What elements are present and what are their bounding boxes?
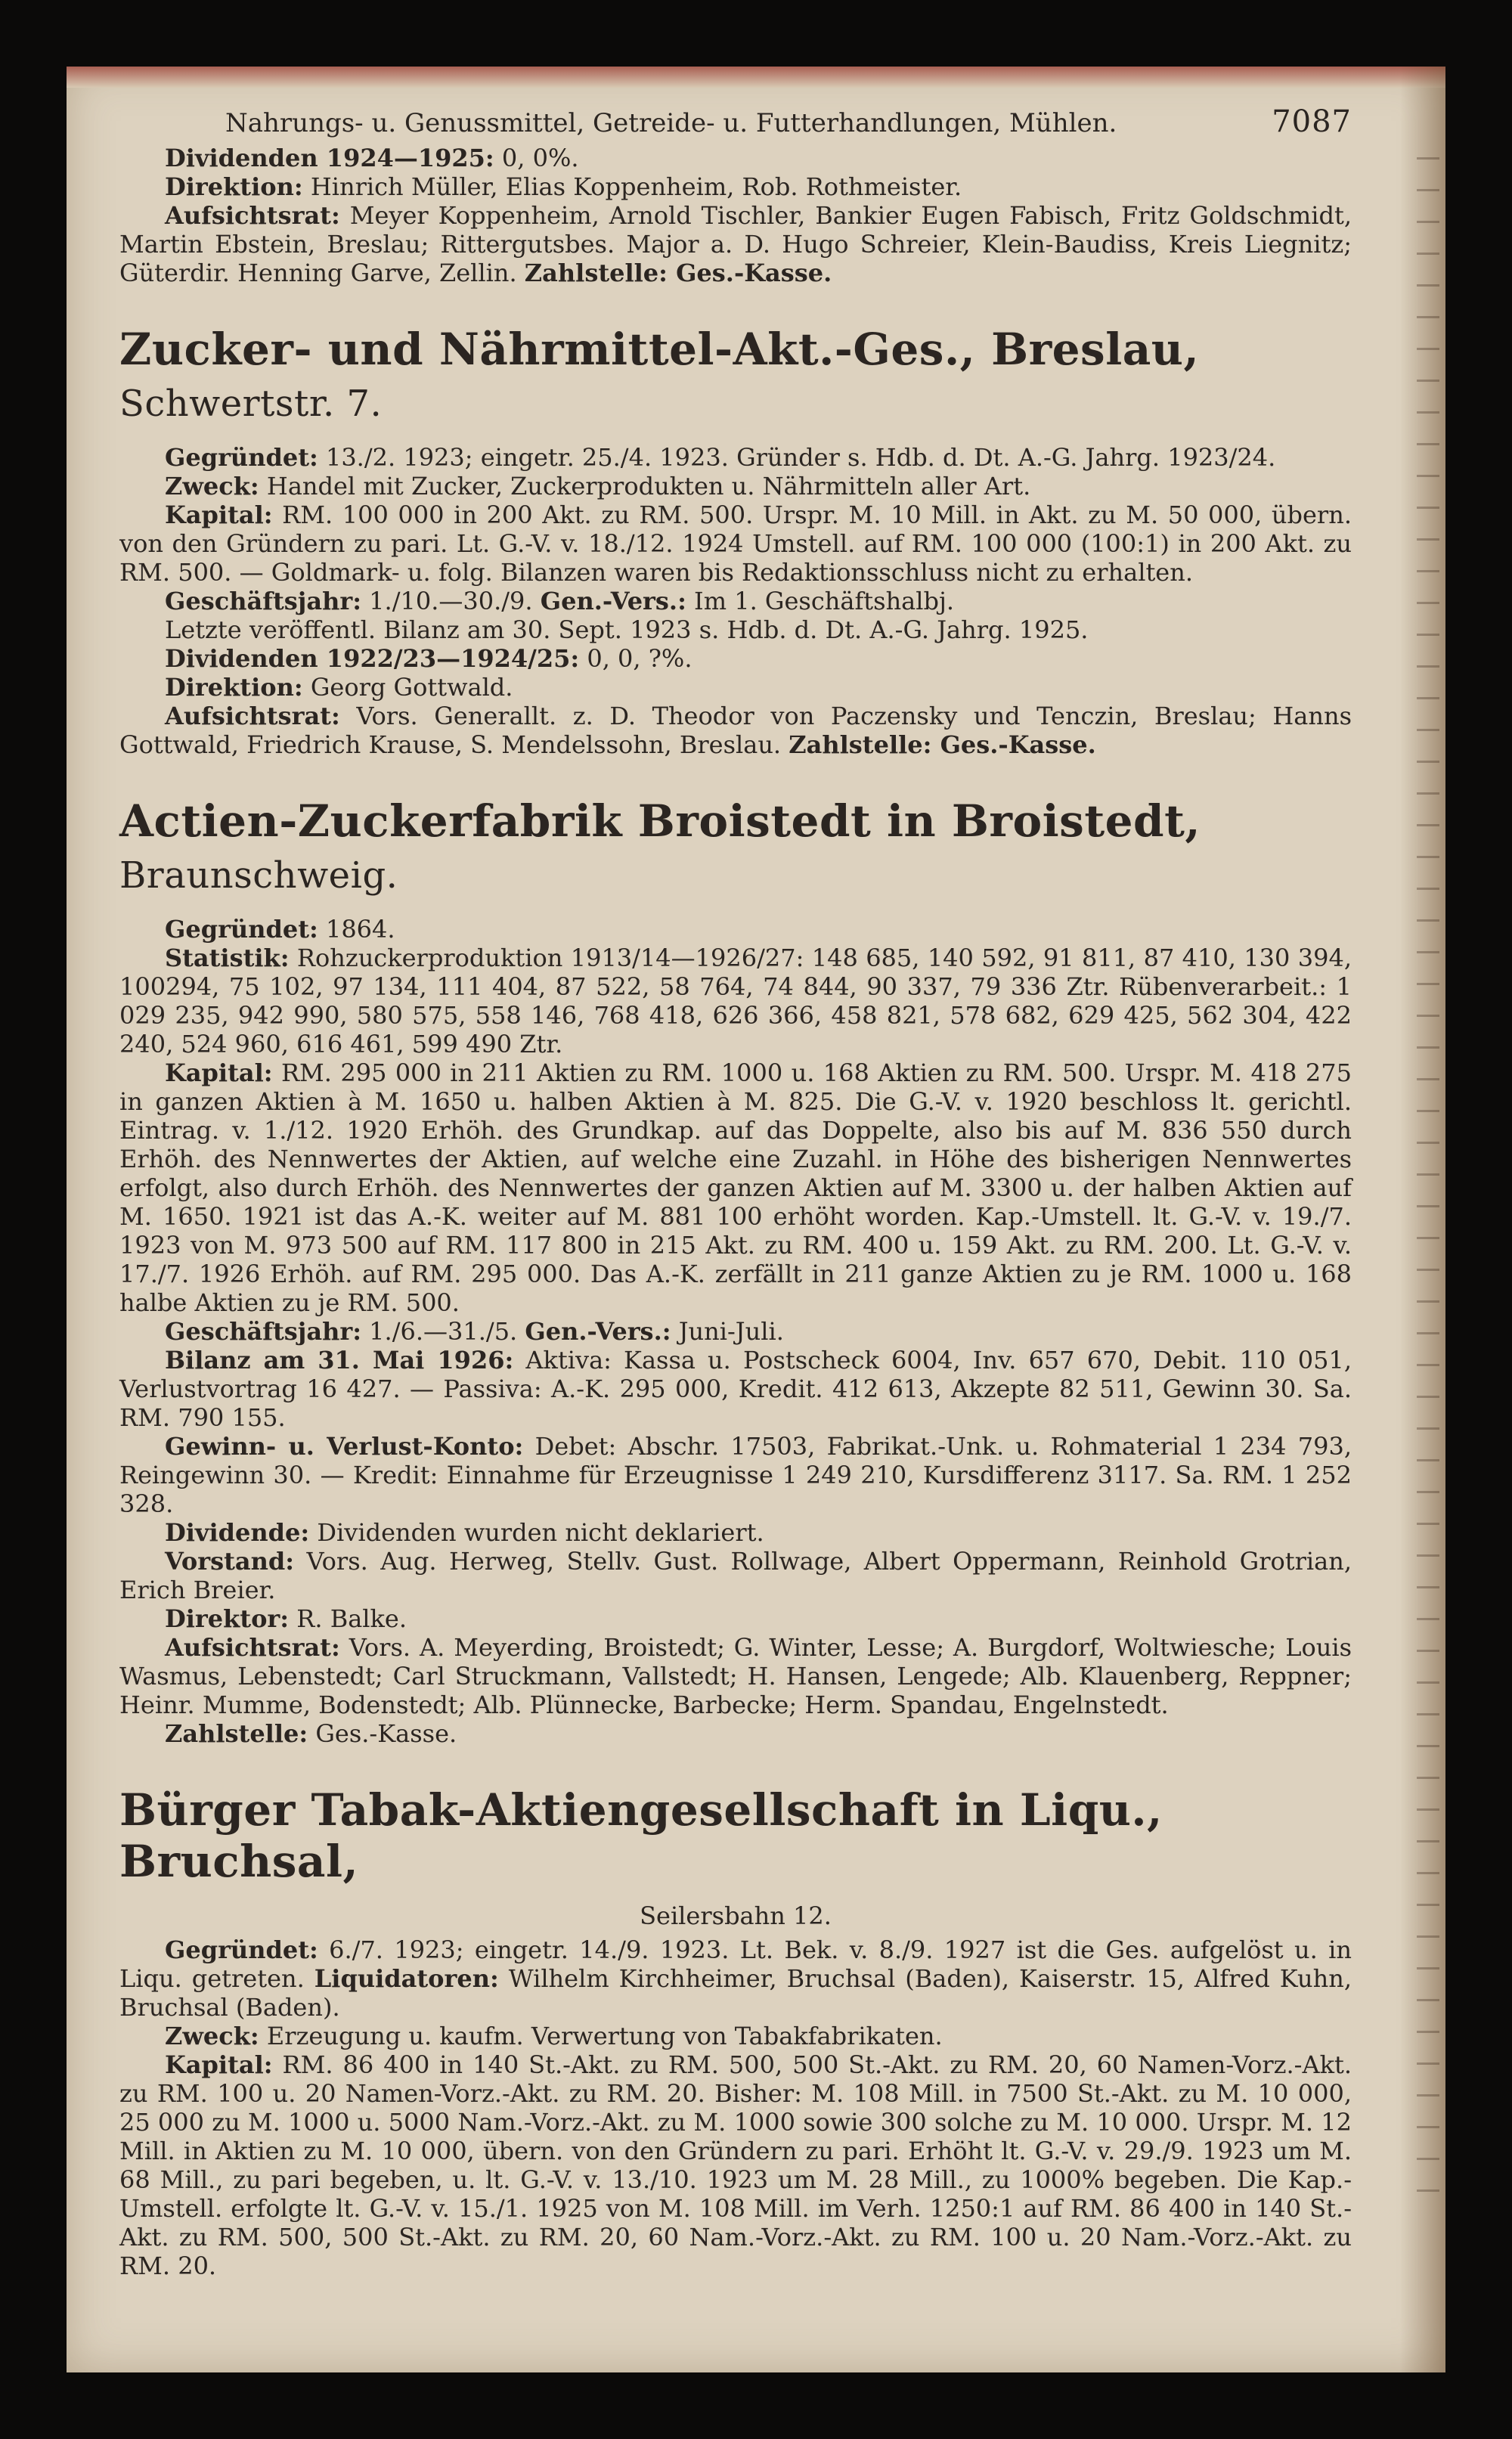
company-entry [119, 795, 1352, 1748]
company-title: Zucker- und Nährmittel-Akt.-Ges., Breslau, Schwertstr. 7. [119, 324, 1200, 425]
entry-paragraph: Kapital: RM. 100 000 in 200 Akt. zu RM. 500. Urspr. M. 10 Mill. in Akt. zu M. 50 000, übern. von den Gründern zu pari. Lt. G.-V. v. 18./12. 1924 Umstell. auf RM. 100 000 (100:1) in 200 Akt. zu RM. 500. — Goldmark- u. folg. Bilanzen waren bis Redaktionsschluss nicht zu erhalten. [119, 501, 1352, 587]
entry-paragraph: Kapital: RM. 295 000 in 211 Aktien zu RM. 1000 u. 168 Aktien zu RM. 500. Urspr. M. 418 275 in ganzen Aktien à M. 1650 u. halben Aktien à M. 825. Die G.-V. v. 1920 beschloss lt. gerichtl. Eintrag. v. 1./12. 1920 Erhöh. des Grundkap. auf das Doppelte, also bis auf M. 836 550 durch Erhöh. des Nennwertes der Aktien, auf welche eine Zuzahl. in Höhe des bisherigen Nennwertes erfolgt, also durch Erhöh. des Nennwertes der ganzen Aktien auf M. 3300 u. der halben Aktien auf M. 1650. 1921 ist das A.-K. weiter auf M. 881 100 erhöht worden. Kap.-Umstell. lt. G.-V. v. 19./7. 1923 von M. 973 500 auf RM. 117 800 in 215 Akt. zu RM. 400 u. 159 Akt. zu RM. 200. Lt. G.-V. v. 17./7. 1926 Erhöh. auf RM. 295 000. Das A.-K. zerfällt in 211 ganze Aktien zu je RM. 1000 u. 168 halbe Aktien zu je RM. 500. [119, 1058, 1352, 1317]
entry-paragraph: Dividenden 1922/23—1924/25: 0, 0, ?%. [165, 644, 692, 673]
entry-paragraph: Statistik: Rohzuckerproduktion 1913/14—1926/27: 148 685, 140 592, 91 811, 87 410, 130 394, 100294, 75 102, 97 134, 111 404, 87 522, 58 764, 74 844, 90 337, 79 336 Ztr. Rübenverarbeit.: 1 029 235, 942 990, 580 575, 558 146, 768 418, 626 366, 458 821, 578 682, 629 425, 562 304, 422 240, 524 960, 616 461, 599 490 Ztr. [119, 944, 1352, 1058]
direktion-line: Direktion: Hinrich Müller, Elias Koppenheim, Rob. Rothmeister. [165, 172, 962, 201]
running-head-title: Nahrungs- u. Genussmittel, Getreide- u. Futterhandlungen, Mühlen. [225, 108, 1117, 138]
entry-paragraph: Bilanz am 31. Mai 1926: Aktiva: Kassa u. Postscheck 6004, Inv. 657 670, Debit. 110 051, Verlustvortrag 16 427. — Passiva: A.-K. 295 000, Kredit. 412 613, Akzepte 82 511, Gewinn 30. Sa. RM. 790 155. [119, 1346, 1352, 1432]
company-entry [119, 324, 1352, 759]
company-location: Braunschweig. [119, 854, 398, 897]
company-address: Seilersbahn 12. [640, 1901, 832, 1930]
zahlstelle: Zahlstelle: Ges.-Kasse. [789, 730, 1096, 759]
entry-paragraph: Geschäftsjahr: 1./6.—31./5. Gen.-Vers.: Juni-Juli. [165, 1317, 784, 1346]
company-entry [119, 1784, 1352, 2280]
top-entry-continuation [119, 144, 1352, 287]
page-top-band [67, 67, 1445, 88]
entry-paragraph: Direktion: Georg Gottwald. [165, 673, 513, 702]
entry-paragraph: Aufsichtsrat: Vors. A. Meyerding, Broistedt; G. Winter, Lesse; A. Burgdorf, Woltwiesche; Louis Wasmus, Lebenstedt; Carl Struckmann, Vallstedt; H. Hansen, Lengede; Alb. Klauenberg, Reppner; Heinr. Mumme, Bodenstedt; Alb. Plünnecke, Barbecke; Herm. Spandau, Engelnstedt. [119, 1633, 1352, 1719]
zahlstelle: Zahlstelle: Ges.-Kasse. [524, 259, 832, 287]
page-content [119, 104, 1352, 2280]
company-entries [119, 324, 1352, 2280]
company-city: Bruchsal, [119, 1836, 359, 1887]
dividenden-line: Dividenden 1924—1925: 0, 0%. [165, 144, 579, 172]
entry-paragraph: Gegründet: 6./7. 1923; eingetr. 14./9. 1923. Lt. Bek. v. 8./9. 1927 ist die Ges. aufgelöst u. in Liqu. getreten. Liquidatoren: Wilhelm Kirchheimer, Bruchsal (Baden), Kaiserstr. 15, Alfred Kuhn, Bruchsal (Baden). [119, 1935, 1352, 2022]
entry-paragraph: Gewinn- u. Verlust-Konto: Debet: Abschr. 17503, Fabrikat.-Unk. u. Rohmaterial 1 234 793, Reingewinn 30. — Kredit: Einnahme für Erzeugnisse 1 249 210, Kursdifferenz 3117. Sa. RM. 1 252 328. [119, 1432, 1352, 1518]
aufsichtsrat-line: Aufsichtsrat: Meyer Koppenheim, Arnold Tischler, Bankier Eugen Fabisch, Fritz Goldschmidt, Martin Ebstein, Breslau; Rittergutsbes. Major a. D. Hugo Schreier, Klein-Baudiss, Kreis Liegnitz; Güterdir. Henning Garve, Zellin. Zahlstelle: Ges.-Kasse. [119, 201, 1352, 287]
entry-paragraph: Dividende: Dividenden wurden nicht deklariert. [165, 1518, 764, 1547]
entry-paragraph: Aufsichtsrat: Vors. Generallt. z. D. Theodor von Paczensky und Tenczin, Breslau; Hanns Gottwald, Friedrich Krause, S. Mendelssohn, Breslau. Zahlstelle: Ges.-Kasse. [119, 702, 1352, 759]
company-location: Schwertstr. 7. [119, 383, 383, 425]
page-number: 7087 [1272, 104, 1352, 139]
entry-paragraph: Vorstand: Vors. Aug. Herweg, Stellv. Gust. Rollwage, Albert Oppermann, Reinhold Grotrian, Erich Breier. [119, 1547, 1352, 1604]
entry-paragraph: Geschäftsjahr: 1./10.—30./9. Gen.-Vers.: Im 1. Geschäftshalbj. [165, 587, 955, 615]
entry-paragraph: Gegründet: 13./2. 1923; eingetr. 25./4. 1923. Gründer s. Hdb. d. Dt. A.-G. Jahrg. 1923/24. [165, 443, 1276, 472]
entry-paragraph: Letzte veröffentl. Bilanz am 30. Sept. 1923 s. Hdb. d. Dt. A.-G. Jahrg. 1925. [165, 615, 1089, 644]
entry-paragraph: Direktor: R. Balke. [165, 1604, 407, 1633]
entry-paragraph: Zweck: Handel mit Zucker, Zuckerprodukten u. Nährmitteln aller Art. [165, 472, 1031, 501]
entry-paragraph: Kapital: RM. 86 400 in 140 St.-Akt. zu RM. 500, 500 St.-Akt. zu RM. 20, 60 Namen-Vorz.-Akt. zu RM. 100 u. 20 Namen-Vorz.-Akt. zu RM. 20. Bisher: M. 108 Mill. in 7500 St.-Akt. zu M. 10 000, 25 000 zu M. 1000 u. 5000 Nam.-Vorz.-Akt. zu M. 1000 sowie 300 solche zu M. 10 000. Urspr. M. 12 Mill. in Aktien zu M. 10 000, übern. von den Gründern zu pari. Erhöht lt. G.-V. v. 29./9. 1923 um M. 68 Mill., zu pari begeben, u. lt. G.-V. v. 13./10. 1923 um M. 28 Mill., zu 1000% begeben. Die Kap.-Umstell. erfolgte lt. G.-V. v. 15./1. 1925 von M. 108 Mill. im Verh. 1250:1 auf RM. 86 400 in 140 St.-Akt. zu RM. 500, 500 St.-Akt. zu RM. 20, 60 Nam.-Vorz.-Akt. zu RM. 100 u. 20 Nam.-Vorz.-Akt. zu RM. 20. [119, 2050, 1352, 2280]
entry-paragraph: Gegründet: 1864. [165, 915, 395, 944]
entry-paragraph: Zahlstelle: Ges.-Kasse. [165, 1719, 457, 1748]
company-title: Actien-Zuckerfabrik Broistedt in Broistedt, Braunschweig. [119, 795, 1201, 897]
company-title: Bürger Tabak-Aktiengesellschaft in Liqu., Bruchsal, [119, 1784, 1163, 1887]
entry-paragraph: Zweck: Erzeugung u. kaufm. Verwertung von Tabakfabrikaten. [165, 2022, 943, 2050]
running-head [225, 104, 1352, 139]
page-edge-tabs [1417, 157, 1439, 2199]
book-page [67, 67, 1445, 2372]
company-city: Breslau, [991, 324, 1200, 375]
